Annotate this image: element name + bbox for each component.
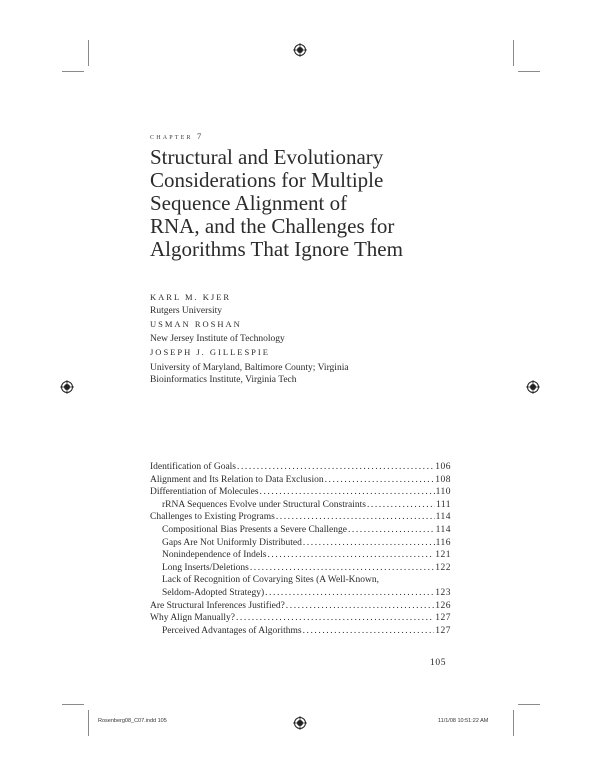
- crop-mark: [513, 710, 514, 736]
- toc-entry[interactable]: [150, 524, 451, 537]
- toc-entry[interactable]: [150, 461, 451, 474]
- toc-leader: [286, 600, 434, 613]
- toc-leader: [236, 612, 434, 625]
- toc-entry-page: 106: [435, 462, 451, 472]
- chapter-title-line: Structural and Evolutionary: [150, 145, 384, 169]
- toc-leader: [303, 537, 435, 550]
- toc-entry-title: Alignment and Its Relation to Data Exclusion: [150, 474, 324, 485]
- toc-entry[interactable]: [150, 486, 451, 499]
- toc-entry-page: 111: [435, 499, 451, 510]
- toc-entry-title: Nonindependence of Indels: [162, 550, 267, 561]
- toc-entry[interactable]: [150, 625, 451, 638]
- datetime-slug: 11/1/08 10:51:22 AM: [438, 718, 489, 724]
- toc-entry[interactable]: [150, 612, 451, 625]
- registration-mark-icon: [293, 43, 307, 57]
- chapter-title: [150, 146, 450, 261]
- toc-leader: [276, 511, 435, 524]
- toc-entry-title: Are Structural Inferences Justified?: [150, 600, 285, 611]
- toc-entry-title: Identification of Goals: [150, 462, 237, 472]
- toc-leader: [237, 461, 434, 474]
- toc-leader: [250, 562, 434, 575]
- toc-entry-page: 122: [435, 562, 451, 573]
- toc-entry[interactable]: [150, 474, 451, 487]
- toc-entry-title: Differentiation of Molecules: [150, 487, 259, 498]
- toc-entry-page: 114: [435, 512, 451, 523]
- crop-mark: [513, 40, 514, 66]
- toc-entry-title: rRNA Sequences Evolve under Structural Constraints: [162, 499, 366, 510]
- toc-entry-page: 121: [435, 550, 451, 561]
- toc-entry[interactable]: [150, 511, 451, 524]
- author-name: USMAN ROSHAN: [150, 319, 242, 329]
- author-affiliation: Rutgers University: [150, 306, 223, 316]
- toc-entry-title: Gaps Are Not Uniformly Distributed: [162, 537, 302, 548]
- page-number: 105: [430, 658, 447, 668]
- table-of-contents: [150, 461, 451, 637]
- crop-mark: [62, 71, 84, 72]
- toc-entry[interactable]: [150, 600, 451, 613]
- toc-entry[interactable]: [150, 537, 451, 550]
- chapter-title-line: Sequence Alignment of: [150, 191, 348, 215]
- toc-entry-page: 126: [435, 600, 451, 611]
- toc-entry-title: Compositional Bias Presents a Severe Challenge: [162, 524, 347, 535]
- chapter-title-line: Considerations for Multiple: [150, 168, 384, 192]
- toc-entry[interactable]: [150, 574, 451, 587]
- toc-entry-page: 110: [435, 487, 451, 498]
- crop-mark: [518, 704, 540, 705]
- toc-entry-page: 123: [435, 587, 451, 598]
- toc-entry-title: Seldom-Adopted Strategy): [162, 587, 265, 598]
- toc-leader: [348, 524, 435, 537]
- toc-entry[interactable]: [150, 549, 451, 562]
- crop-mark: [88, 40, 89, 66]
- toc-entry-title: Why Align Manually?: [150, 613, 235, 624]
- toc-entry-page: 114: [435, 524, 451, 535]
- crop-mark: [518, 71, 540, 72]
- chapter-label: chapter 7: [150, 131, 204, 141]
- toc-leader: [265, 587, 434, 600]
- toc-entry-title: Long Inserts/Deletions: [162, 562, 249, 573]
- toc-entry[interactable]: [150, 562, 451, 575]
- toc-leader: [267, 549, 434, 562]
- author-affiliation: University of Maryland, Baltimore County; Virginia: [150, 363, 349, 373]
- chapter-title-line: RNA, and the Challenges for: [150, 214, 395, 238]
- author-affiliation: Bioinformatics Institute, Virginia Tech: [150, 375, 297, 385]
- author-affiliation: New Jersey Institute of Technology: [150, 334, 285, 344]
- toc-entry-page: 127: [435, 625, 451, 636]
- toc-leader: [367, 499, 435, 512]
- toc-entry-page: 116: [435, 537, 451, 548]
- toc-entry-title: Lack of Recognition of Covarying Sites (A Well-Known,: [162, 575, 379, 586]
- registration-mark-icon: [293, 716, 307, 730]
- toc-leader: [325, 474, 435, 487]
- toc-entry-page: 108: [435, 474, 451, 485]
- file-slug: Rosenberg08_C07.indd 105: [98, 718, 167, 724]
- crop-mark: [62, 704, 84, 705]
- chapter-title-line: Algorithms That Ignore Them: [150, 237, 403, 261]
- toc-entry[interactable]: [150, 499, 451, 512]
- toc-entry-title: Challenges to Existing Programs: [150, 512, 275, 523]
- toc-leader: [260, 486, 435, 499]
- toc-entry[interactable]: [150, 587, 451, 600]
- registration-mark-icon: [526, 380, 540, 394]
- toc-entry-title: Perceived Advantages of Algorithms: [162, 625, 302, 636]
- toc-entry-page: 127: [435, 613, 451, 624]
- crop-mark: [88, 710, 89, 736]
- author-name: JOSEPH J. GILLESPIE: [150, 347, 270, 357]
- toc-leader: [303, 625, 435, 638]
- author-name: KARL M. KJER: [150, 292, 232, 302]
- registration-mark-icon: [60, 380, 74, 394]
